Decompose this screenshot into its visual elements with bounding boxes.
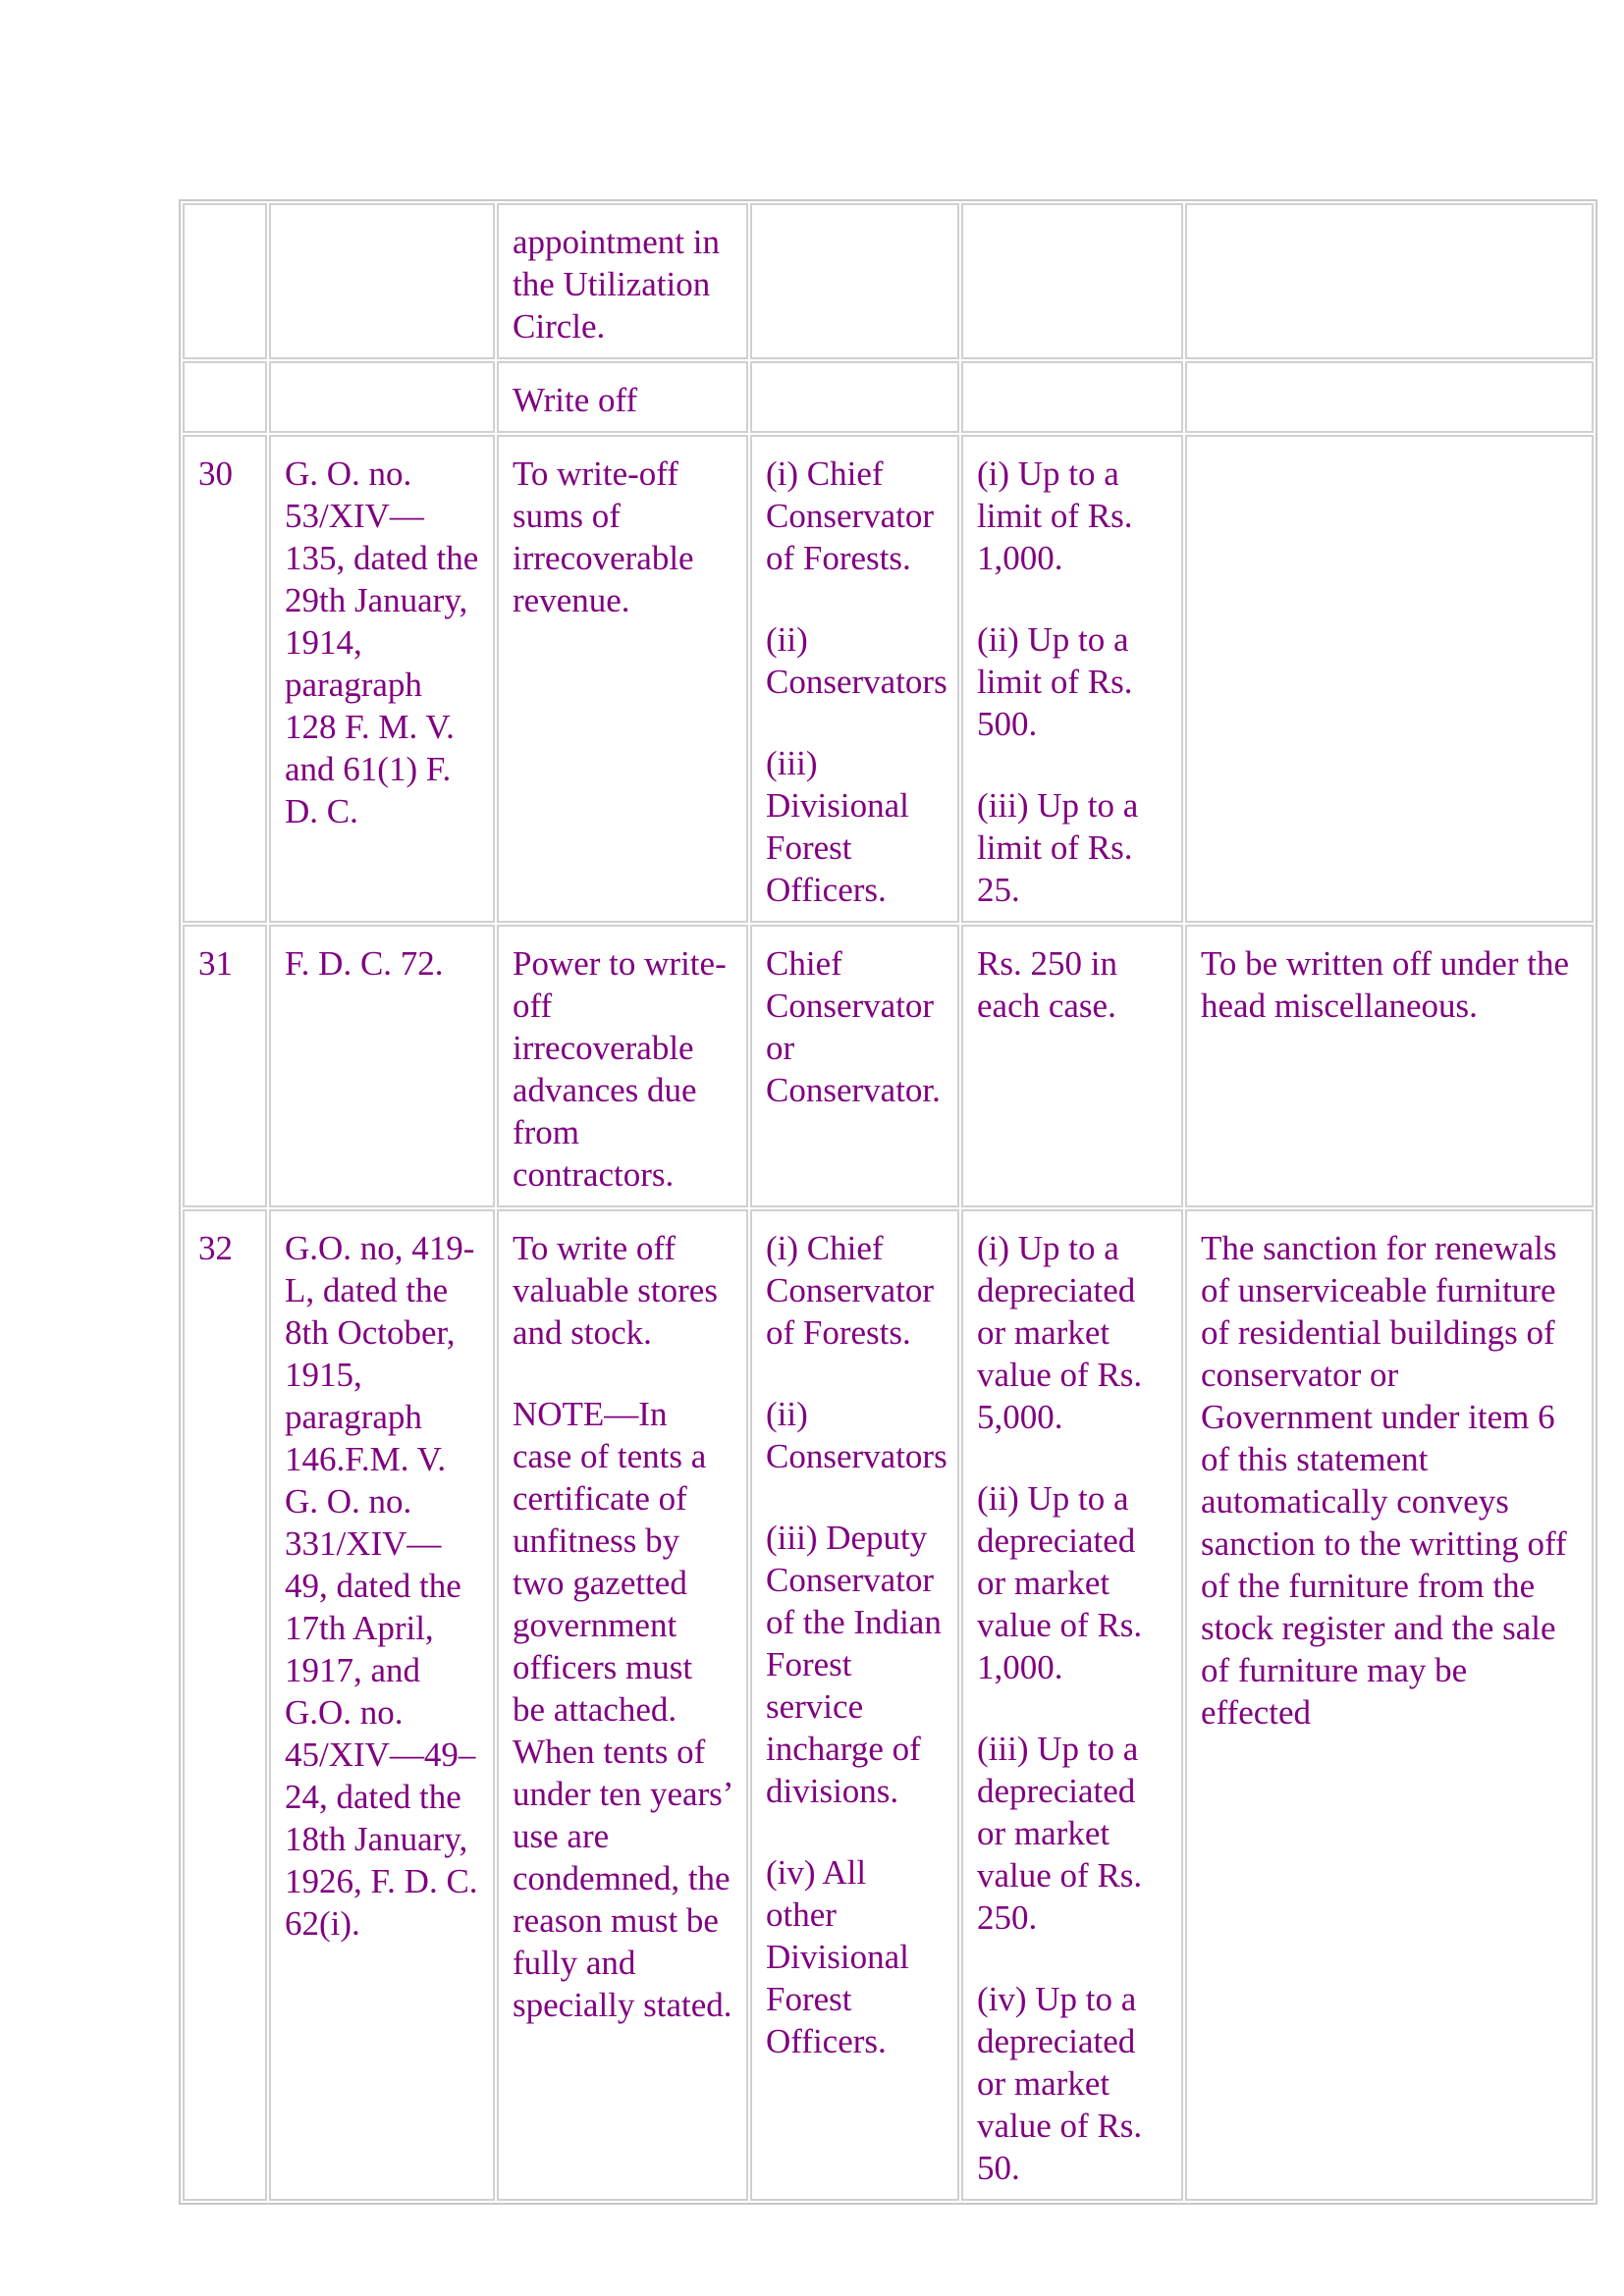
table-row	[183, 203, 1594, 359]
cell-paragraph: G. O. no. 53/XIV—135, dated the 29th January, 1914, paragraph 128 F. M. V. and 61(1) F. D. C.	[285, 454, 479, 830]
cell-paragraph: (ii) Up to a limit of Rs. 500.	[977, 620, 1133, 743]
cell-remarks	[1185, 925, 1594, 1207]
cell-remarks	[1185, 203, 1594, 359]
table-row	[183, 435, 1594, 923]
cell-serial-no: 31	[183, 925, 267, 1207]
cell-paragraph: (iii) Up to a depreciated or market value of Rs. 250.	[977, 1730, 1143, 1937]
cell-paragraph: (iv) All other Divisional Forest Officers.	[766, 1853, 909, 2060]
cell-paragraph: (i) Up to a depreciated or market value of Rs. 5,000.	[977, 1229, 1143, 1436]
cell-reference	[269, 203, 495, 359]
cell-paragraph: (i) Up to a limit of Rs. 1,000.	[977, 454, 1133, 577]
cell-serial-no	[183, 203, 267, 359]
cell-paragraph: appointment in the Utilization Circle.	[513, 223, 720, 346]
powers-table	[179, 199, 1597, 2205]
cell-authority	[750, 435, 959, 923]
table-row	[183, 1209, 1594, 2201]
cell-serial-no	[183, 361, 267, 433]
cell-paragraph: Write off	[513, 381, 638, 419]
cell-paragraph: To be written off under the head miscellaneous.	[1201, 944, 1569, 1025]
cell-reference	[269, 925, 495, 1207]
table-row	[183, 925, 1594, 1207]
cell-paragraph: (ii) Up to a depreciated or market value of Rs. 1,000.	[977, 1479, 1143, 1686]
cell-paragraph: (iii) Deputy Conservator of the Indian Forest service incharge of divisions.	[766, 1519, 942, 1810]
table-row	[183, 361, 1594, 433]
cell-remarks	[1185, 435, 1594, 923]
cell-extent	[961, 1209, 1183, 2201]
cell-remarks	[1185, 1209, 1594, 2201]
cell-extent	[961, 435, 1183, 923]
cell-paragraph: (iv) Up to a depreciated or market value of Rs. 50.	[977, 1980, 1143, 2187]
cell-paragraph: Power to write-off irrecoverable advances due from contractors.	[513, 944, 727, 1194]
cell-nature-of-power	[497, 925, 748, 1207]
cell-paragraph: (i) Chief Conservator of Forests.	[766, 1229, 935, 1352]
cell-paragraph: (i) Chief Conservator of Forests.	[766, 454, 935, 577]
cell-authority	[750, 203, 959, 359]
cell-serial-no: 32	[183, 1209, 267, 2201]
cell-extent	[961, 203, 1183, 359]
cell-paragraph: NOTE—In case of tents a certificate of unfitness by two gazetted government officers must be attached. When tents of under ten years’ use are condemned, the reason must be fully and specially stated.	[513, 1395, 732, 2024]
cell-serial-no: 30	[183, 435, 267, 923]
cell-paragraph: G.O. no, 419-L, dated the 8th October, 1915, paragraph 146.F.M. V. G. O. no. 331/XIV—49, dated the 17th April, 1917, and G.O. no. 45/XIV—49–24, dated the 18th January, 1926, F. D. C. 62(i).	[285, 1229, 478, 1943]
cell-paragraph: Chief Conservator or Conservator.	[766, 944, 941, 1109]
table-body	[183, 203, 1594, 2201]
cell-authority	[750, 925, 959, 1207]
cell-extent	[961, 361, 1183, 433]
cell-paragraph: Rs. 250 in each case.	[977, 944, 1117, 1025]
cell-reference	[269, 435, 495, 923]
cell-nature-of-power	[497, 1209, 748, 2201]
cell-nature-of-power	[497, 203, 748, 359]
cell-reference	[269, 361, 495, 433]
cell-paragraph: (iii) Up to a limit of Rs. 25.	[977, 786, 1139, 909]
cell-paragraph: (iii) Divisional Forest Officers.	[766, 744, 909, 909]
cell-extent	[961, 925, 1183, 1207]
cell-paragraph: (ii) Conservators	[766, 620, 947, 701]
cell-remarks	[1185, 361, 1594, 433]
cell-authority	[750, 1209, 959, 2201]
cell-nature-of-power	[497, 435, 748, 923]
cell-nature-of-power	[497, 361, 748, 433]
cell-paragraph: F. D. C. 72.	[285, 944, 444, 983]
cell-paragraph: To write-off sums of irrecoverable revenue.	[513, 454, 694, 619]
cell-paragraph: The sanction for renewals of unserviceable furniture of residential buildings of conservator or Government under item 6 of this statement automatically conveys sanction to the writting off of the furniture from the stock register and the sale of furniture may be effected	[1201, 1229, 1567, 1732]
cell-authority	[750, 361, 959, 433]
cell-paragraph: To write off valuable stores and stock.	[513, 1229, 718, 1352]
cell-reference	[269, 1209, 495, 2201]
cell-paragraph: (ii) Conservators	[766, 1395, 947, 1475]
